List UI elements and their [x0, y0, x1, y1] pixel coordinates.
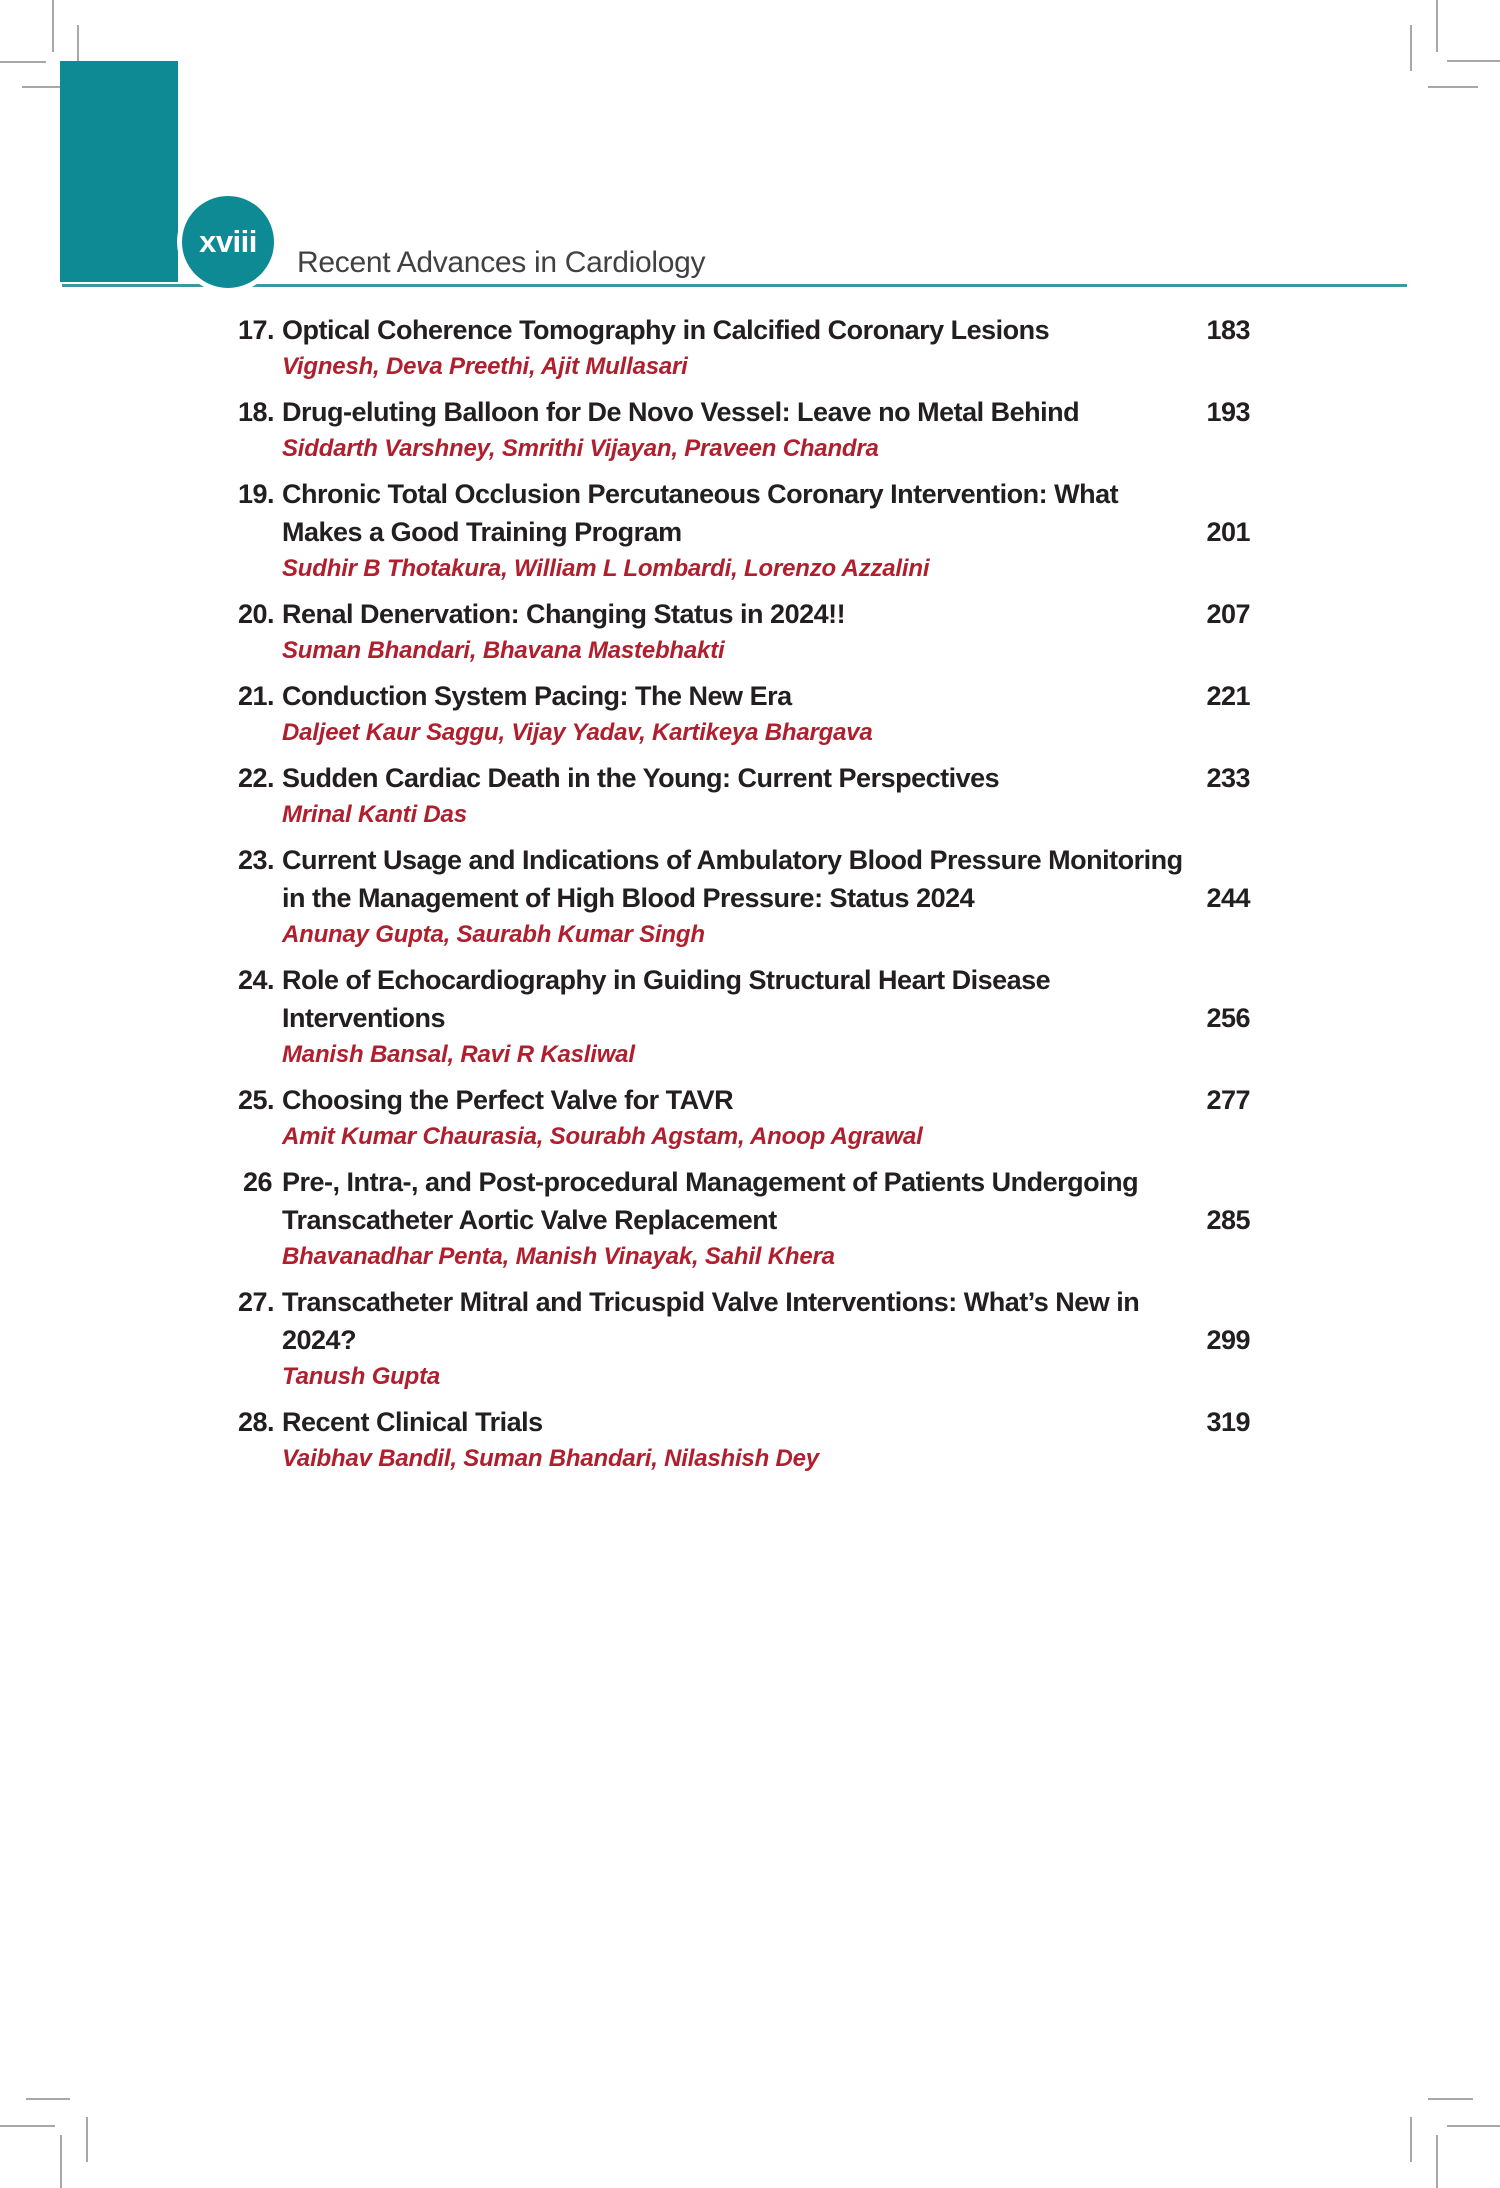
chapter-authors: Vignesh, Deva Preethi, Ajit Mullasari	[282, 353, 688, 380]
chapter-page-number: 193	[1206, 397, 1250, 427]
toc-entry	[238, 1163, 1250, 1274]
chapter-number: 17.	[238, 315, 275, 345]
chapter-title: Conduction System Pacing: The New Era	[282, 681, 792, 711]
chapter-authors: Sudhir B Thotakura, William L Lombardi, Lorenzo Azzalini	[282, 555, 930, 582]
toc-entry	[238, 961, 1250, 1072]
chapter-title: Choosing the Perfect Valve for TAVR	[282, 1085, 734, 1115]
crop-mark-bottom-left-v2	[60, 2135, 62, 2188]
crop-mark-top-right-v1	[1436, 0, 1438, 52]
chapter-number: 28.	[238, 1407, 275, 1437]
chapter-number: 21.	[238, 681, 275, 711]
chapter-authors: Mrinal Kanti Das	[282, 801, 467, 828]
chapter-number: 24.	[238, 965, 275, 995]
chapter-authors: Daljeet Kaur Saggu, Vijay Yadav, Kartikeya Bhargava	[282, 719, 873, 746]
running-head: Recent Advances in Cardiology	[297, 246, 706, 279]
chapter-page-number: 244	[1206, 883, 1250, 913]
chapter-page-number: 299	[1206, 1325, 1250, 1355]
toc-entry	[238, 1403, 1250, 1476]
chapter-title: Chronic Total Occlusion Percutaneous Coronary Intervention: What Makes a Good Training Program	[282, 479, 1119, 547]
chapter-page-number: 256	[1206, 1003, 1250, 1033]
page-folio: xviii	[199, 224, 257, 259]
chapter-authors: Manish Bansal, Ravi R Kasliwal	[282, 1041, 635, 1068]
chapter-authors: Suman Bhandari, Bhavana Mastebhakti	[282, 637, 725, 664]
toc-list	[238, 311, 1250, 1485]
chapter-number: 19.	[238, 479, 275, 509]
crop-mark-bottom-left-v1	[86, 2117, 88, 2162]
chapter-number: 27.	[238, 1287, 275, 1317]
toc-entry	[238, 759, 1250, 832]
chapter-page-number: 277	[1206, 1085, 1250, 1115]
crop-mark-top-left-h2	[22, 86, 60, 88]
chapter-page-number: 319	[1206, 1407, 1250, 1437]
chapter-number: 20.	[238, 599, 275, 629]
chapter-title: Optical Coherence Tomography in Calcified Coronary Lesions	[282, 315, 1050, 345]
chapter-page-number: 285	[1206, 1205, 1250, 1235]
chapter-title: Recent Clinical Trials	[282, 1407, 543, 1437]
chapter-page-number: 183	[1206, 315, 1250, 345]
crop-mark-bottom-left-h2	[0, 2125, 55, 2127]
header-rule	[62, 284, 1407, 287]
crop-mark-bottom-right-h1	[1428, 2098, 1473, 2100]
chapter-title: Transcatheter Mitral and Tricuspid Valve Interventions: What’s New in 2024?	[282, 1287, 1140, 1355]
toc-entry	[238, 841, 1250, 952]
chapter-number: 23.	[238, 845, 275, 875]
crop-mark-top-left-v1	[52, 0, 54, 52]
crop-mark-bottom-right-h2	[1447, 2125, 1500, 2127]
chapter-number: 25.	[238, 1085, 275, 1115]
chapter-number: 26	[242, 1167, 272, 1197]
chapter-authors: Bhavanadhar Penta, Manish Vinayak, Sahil Khera	[282, 1243, 835, 1270]
toc-entry	[238, 475, 1250, 586]
chapter-title: Role of Echocardiography in Guiding Structural Heart Disease Interventions	[282, 965, 1051, 1033]
toc-entry	[238, 595, 1250, 668]
toc-entry	[238, 677, 1250, 750]
chapter-authors: Vaibhav Bandil, Suman Bhandari, Nilashish Dey	[282, 1445, 819, 1472]
chapter-authors: Tanush Gupta	[282, 1363, 441, 1390]
chapter-title: Sudden Cardiac Death in the Young: Current Perspectives	[282, 763, 1000, 793]
crop-mark-top-right-h1	[1447, 60, 1500, 62]
chapter-authors: Amit Kumar Chaurasia, Sourabh Agstam, Anoop Agrawal	[282, 1123, 923, 1150]
chapter-title: Pre-, Intra-, and Post-procedural Management of Patients Undergoing Transcatheter Aortic Valve Replacement	[282, 1167, 1139, 1235]
chapter-title: Current Usage and Indications of Ambulatory Blood Pressure Monitoring in the Management of High Blood Pressure: Status 2024	[282, 845, 1183, 913]
chapter-authors: Anunay Gupta, Saurabh Kumar Singh	[282, 921, 705, 948]
crop-mark-top-right-h2	[1428, 86, 1478, 88]
chapter-title: Drug-eluting Balloon for De Novo Vessel: Leave no Metal Behind	[282, 397, 1080, 427]
crop-mark-top-left-h1	[0, 61, 46, 63]
chapter-number: 18.	[238, 397, 275, 427]
toc-entry	[238, 393, 1250, 466]
toc-entry	[238, 1081, 1250, 1154]
chapter-number: 22.	[238, 763, 275, 793]
chapter-page-number: 201	[1206, 517, 1250, 547]
crop-mark-bottom-right-v1	[1410, 2117, 1412, 2162]
chapter-page-number: 233	[1206, 763, 1250, 793]
chapter-title: Renal Denervation: Changing Status in 2024!!	[282, 599, 846, 629]
toc-entry	[238, 311, 1250, 384]
crop-mark-bottom-left-h1	[26, 2098, 70, 2100]
folio-badge	[177, 191, 279, 293]
teal-corner-block	[60, 61, 178, 282]
chapter-page-number: 207	[1206, 599, 1250, 629]
toc-entry	[238, 1283, 1250, 1394]
chapter-page-number: 221	[1206, 681, 1250, 711]
crop-mark-bottom-right-v2	[1436, 2135, 1438, 2188]
crop-mark-top-right-v2	[1410, 25, 1412, 71]
chapter-authors: Siddarth Varshney, Smrithi Vijayan, Praveen Chandra	[282, 435, 879, 462]
